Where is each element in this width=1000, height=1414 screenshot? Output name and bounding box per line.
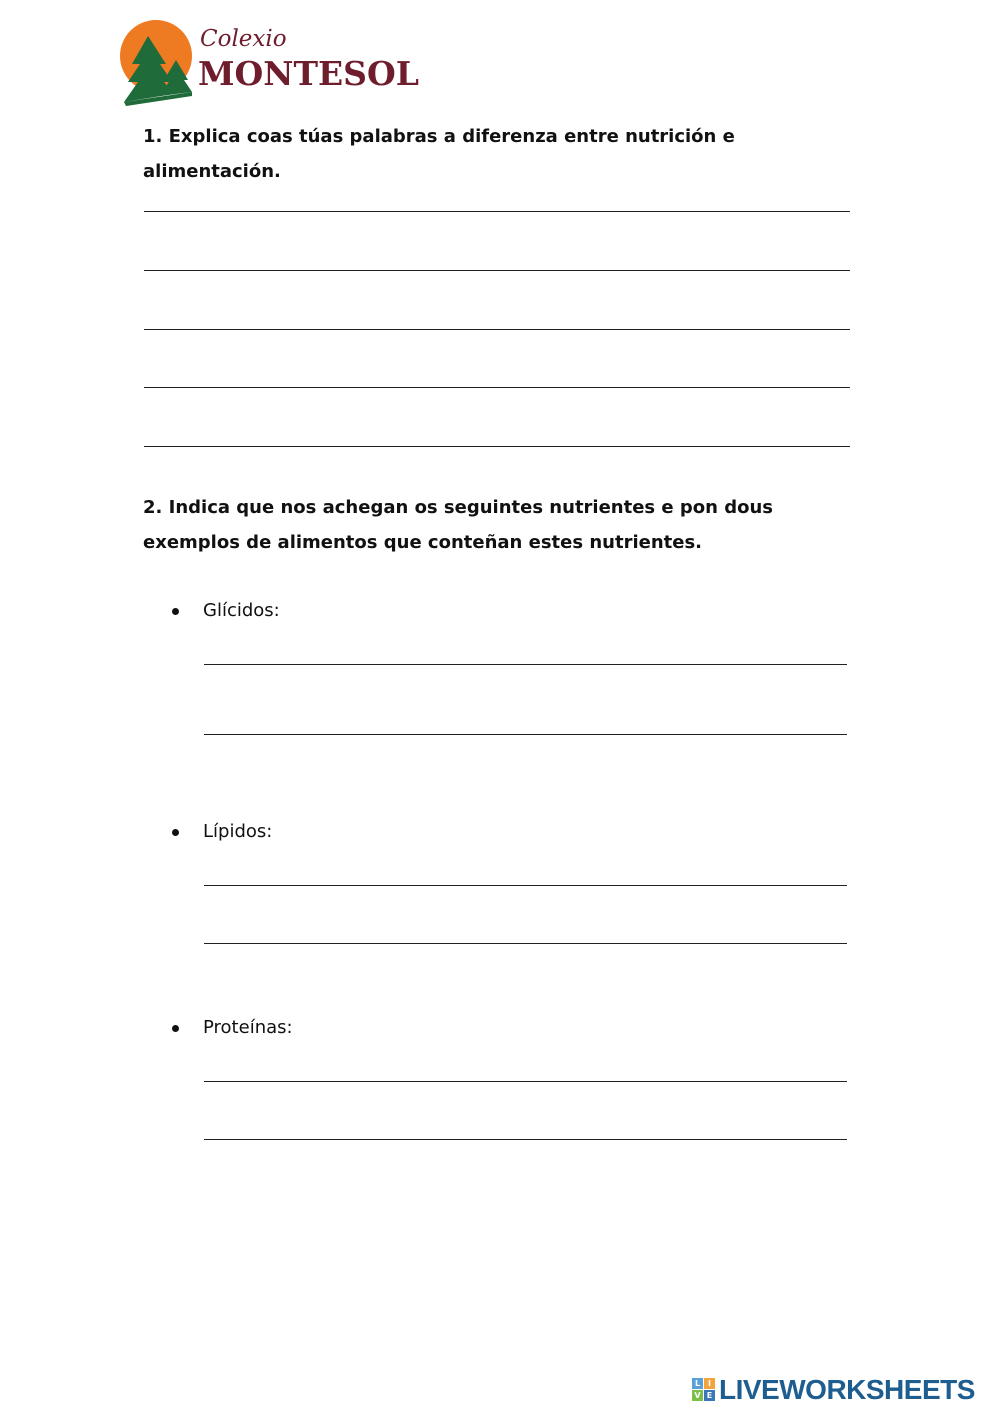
answer-line[interactable] (204, 734, 847, 735)
bullet-icon (172, 608, 179, 615)
item-label: Glícidos: (203, 600, 280, 621)
liveworksheets-brand: LIVEWORKSHEETS (719, 1374, 975, 1405)
answer-line[interactable] (144, 270, 850, 271)
answer-line[interactable] (144, 329, 850, 330)
liveworksheets-icon: L I V E (692, 1378, 716, 1402)
answer-line[interactable] (204, 1081, 847, 1082)
answer-line[interactable] (204, 1139, 847, 1140)
answer-line[interactable] (144, 387, 850, 388)
bullet-icon (172, 829, 179, 836)
answer-line[interactable] (204, 664, 847, 665)
answer-line[interactable] (144, 446, 850, 447)
logo-subtitle: Colexio (200, 26, 287, 52)
school-logo (118, 18, 428, 106)
answer-line[interactable] (204, 885, 847, 886)
liveworksheets-logo (692, 1374, 992, 1406)
logo-title: MONTESOL (198, 54, 419, 93)
item-label: Lípidos: (203, 821, 273, 842)
question-2: 2. Indica que nos achegan os seguintes nutrientes e pon dous exemplos de alimentos que conteñan estes nutrientes. (143, 497, 773, 553)
bullet-icon (172, 1025, 179, 1032)
question-1: 1. Explica coas túas palabras a diferenza entre nutrición e alimentación. (143, 126, 735, 182)
sun-tree-icon (118, 18, 198, 106)
answer-line[interactable] (204, 943, 847, 944)
item-label: Proteínas: (203, 1017, 293, 1038)
answer-line[interactable] (144, 211, 850, 212)
